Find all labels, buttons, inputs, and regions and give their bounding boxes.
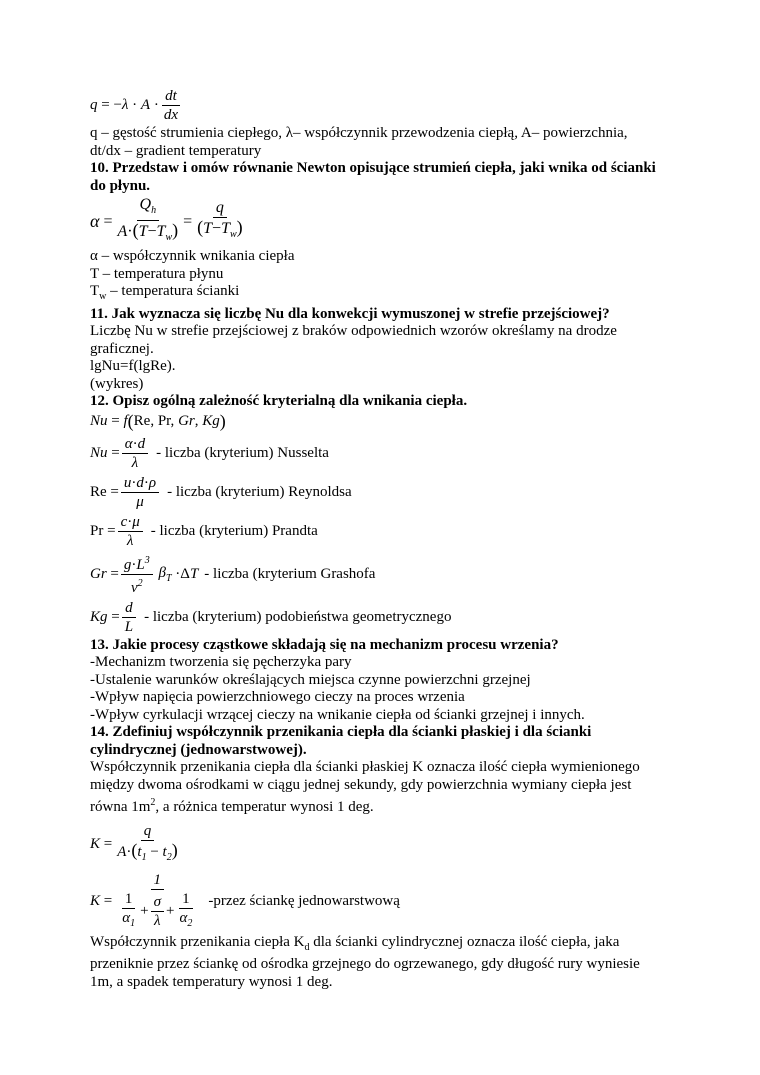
- criterial-formula: Nu = f ( Re, Pr, Gr , Kg ): [90, 410, 226, 431]
- question-14-answer-3: równa $1m^2$, a różnica temperatur wynosi 1 deg.: [90, 797, 374, 816]
- fourier-description-2: dt/dx – gradient temperatury: [90, 142, 262, 159]
- k-single-layer-description: -przez ściankę jednowarstwową: [208, 893, 400, 910]
- grashof-formula: Gr = $\frac{g\cdot L^3}{\nu^2}$ $\beta_T$ ·Δ T - liczba (kryterium Grashofa: [90, 554, 376, 596]
- prandtl-description: - liczba (kryterium) Prandta: [150, 522, 318, 539]
- alpha-description: α – współczynnik wnikania ciepła: [90, 248, 295, 265]
- k-single-layer-formula: K = 1 $\frac{1}{\alpha_1}$ + $\frac{\sigma}{\lambda}$ + $\frac{1}{\alpha_2}$ -przez ściankę jednowarstwową: [90, 871, 400, 929]
- question-11-answer-4: (wykres): [90, 375, 144, 392]
- k-flat-formula: K = $\frac{q}{A\cdot(t_1 - t_2)}$: [90, 822, 178, 863]
- kd-description-1: Współczynnik przenikania ciepła $K_d$ dla ścianki cylindrycznej oznacza ilość ciepła, jaka: [90, 933, 620, 953]
- fourier-formula: q = − λ · A · $\frac{dt}{dx}$: [90, 88, 179, 123]
- question-12: 12. Opisz ogólną zależność kryterialną dla wnikania ciepła.: [90, 393, 468, 410]
- prandtl-formula: Pr = $\frac{c\cdot\mu}{\lambda}$ - liczba (kryterium) Prandta: [90, 513, 318, 549]
- question-10-line-1: 10. Przedstaw i omów równanie Newton opisujące strumień ciepła, jaki wnika od ścianki: [90, 160, 656, 176]
- question-11-answer-2: graficznej.: [90, 340, 154, 357]
- question-11: 11. Jak wyznacza się liczbę Nu dla konwekcji wymuszonej w strefie przejściowej?: [90, 305, 610, 322]
- nusselt-description: - liczba (kryterium) Nusselta: [156, 444, 329, 461]
- question-14-line-1: 14. Zdefiniuj współczynnik przenikania ciepła dla ścianki płaskiej i dla ścianki: [90, 724, 592, 741]
- nusselt-formula: Nu = $\frac{\alpha\cdot d}{\lambda}$ - liczba (kryterium) Nusselta: [90, 435, 329, 471]
- reynolds-description: - liczba (kryterium) Reynoldsa: [167, 483, 352, 500]
- question-13-item-2: -Ustalenie warunków określających miejsca czynne powierzchni grzejnej: [90, 671, 531, 688]
- question-14-answer-1: Współczynnik przenikania ciepła dla ścianki płaskiej K oznacza ilość ciepła wymienionego: [90, 759, 640, 776]
- question-11-answer-3: lgNu=f(lgRe).: [90, 358, 176, 375]
- question-14-answer-2: między dwoma ośrodkami w ciągu jednej sekundy, gdy powierzchnia wymiany ciepła jest: [90, 776, 632, 793]
- question-13-item-1: -Mechanizm tworzenia się pęcherzyka pary: [90, 654, 352, 671]
- kd-description-2: przeniknie przez ściankę od ośrodka grzejnego do ogrzewanego, gdy długość rury wyniesie: [90, 956, 640, 973]
- question-14-line-2: cylindrycznej (jednowarstwowej).: [90, 741, 307, 758]
- geometric-description: - liczba (kryterium) podobieństwa geometrycznego: [144, 608, 452, 625]
- question-13-item-3: -Wpływ napięcia powierzchniowego cieczy na proces wrzenia: [90, 689, 465, 706]
- geometric-formula: Kg = $\frac{d}{L}$ - liczba (kryterium) podobieństwa geometrycznego: [90, 599, 452, 635]
- t-description: T – temperatura płynu: [90, 265, 224, 282]
- question-13-item-4: -Wpływ cyrkulacji wrzącej cieczy na wnikanie ciepła od ścianki grzejnej i innych.: [90, 706, 585, 723]
- fourier-description-1: q – gęstość strumienia ciepłego, λ– współczynnik przewodzenia ciepłą, A– powierzchnia,: [90, 125, 628, 141]
- newton-formula: α = $\frac{Q_h}{A\cdot(T-T_w)}$ = $\frac{q}{(T-T_w)}$: [90, 196, 243, 244]
- question-13: 13. Jakie procesy cząstkowe składają się na mechanizm procesu wrzenia?: [90, 636, 559, 653]
- kd-description-3: 1m, a spadek temperatury wynosi 1 deg.: [90, 973, 333, 990]
- tw-description: $T_w$ – temperatura ścianki: [90, 283, 240, 303]
- question-10-line-2: do płynu.: [90, 177, 151, 194]
- document-page: [90, 88, 690, 991]
- reynolds-formula: Re = $\frac{u\cdot d\cdot\rho}{\mu}$ - liczba (kryterium) Reynoldsa: [90, 474, 352, 510]
- grashof-description: - liczba (kryterium Grashofa: [204, 565, 376, 582]
- question-11-answer-1: Liczbę Nu w strefie przejściowej z braków odpowiednich wzorów określamy na drodze: [90, 323, 617, 340]
